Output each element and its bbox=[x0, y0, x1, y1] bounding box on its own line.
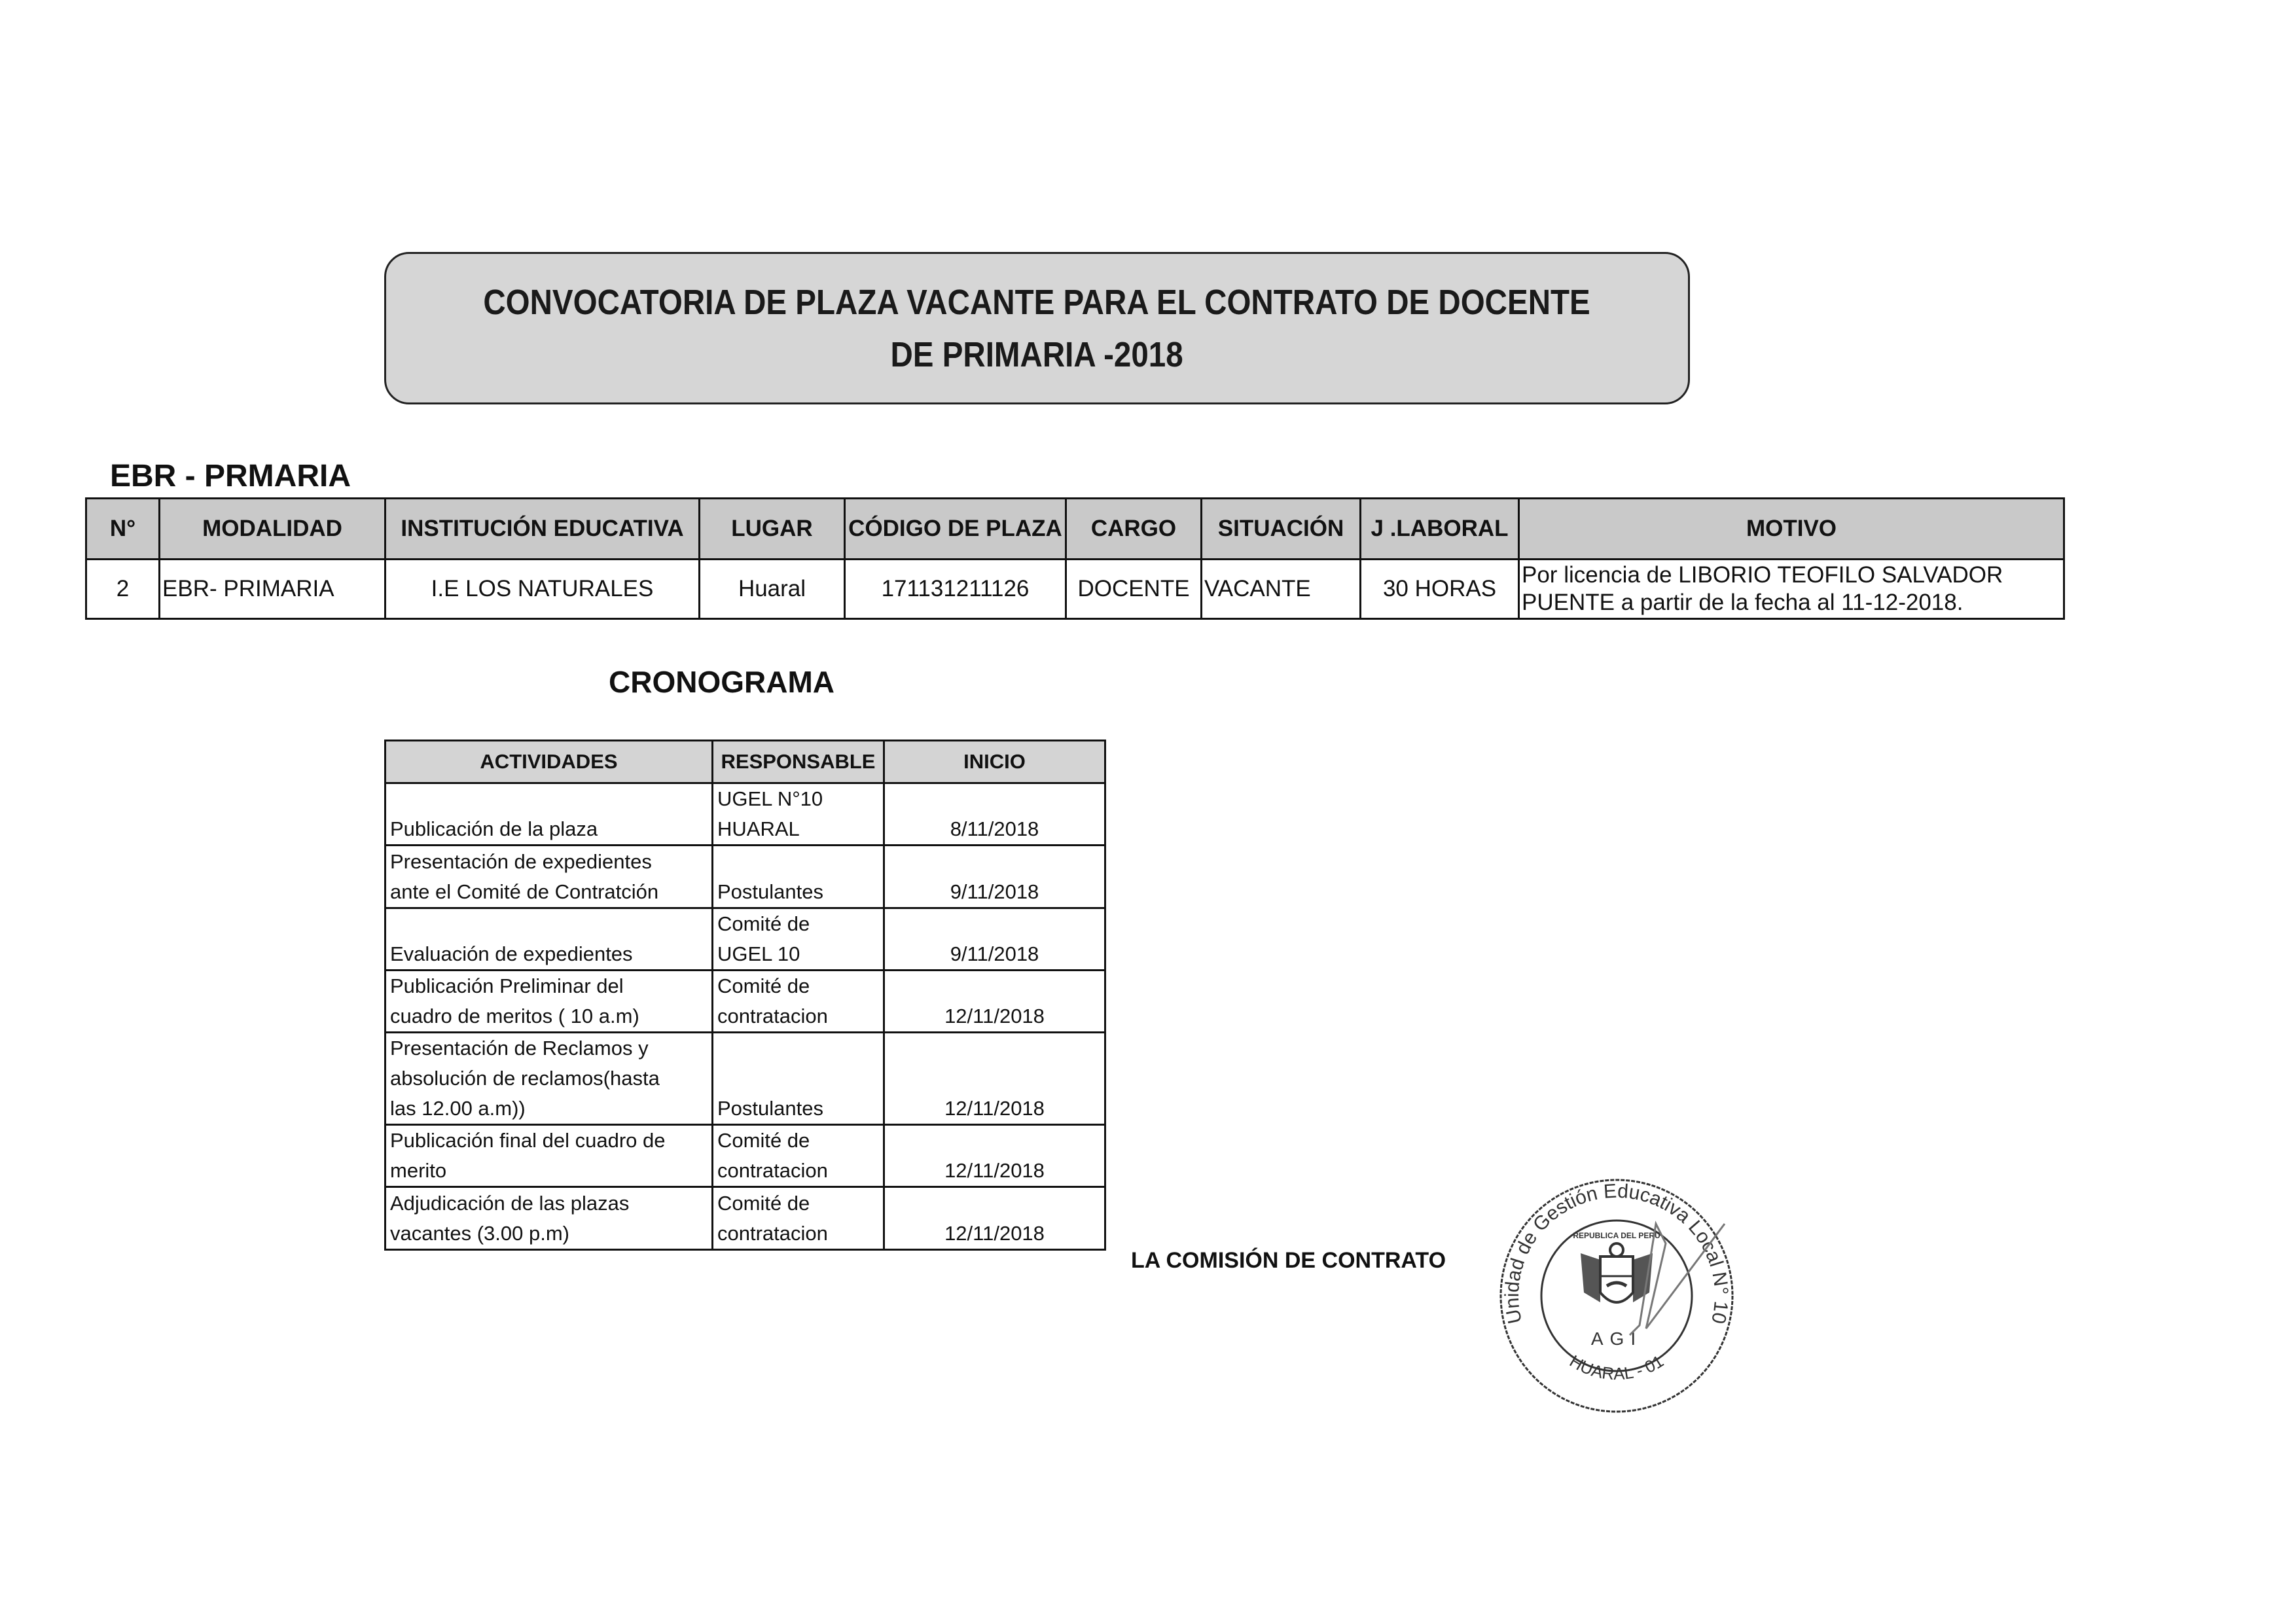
cell-responsible: Comité de contratacion bbox=[713, 1125, 884, 1187]
schedule-title: CRONOGRAMA bbox=[609, 665, 834, 699]
cell-lugar: Huaral bbox=[700, 560, 845, 619]
table-row bbox=[386, 783, 1105, 846]
cell-jornada: 30 HORAS bbox=[1361, 560, 1519, 619]
cell-start-date: 9/11/2018 bbox=[884, 908, 1105, 971]
table-row bbox=[386, 908, 1105, 971]
cell-codigo: 171131211126 bbox=[845, 560, 1066, 619]
stamp-letters: AGI bbox=[1590, 1329, 1643, 1349]
table-row bbox=[386, 846, 1105, 908]
header-codigo: CÓDIGO DE PLAZA bbox=[845, 499, 1066, 560]
cell-start-date: 9/11/2018 bbox=[884, 846, 1105, 908]
stamp-bottom-text: HUARAL - 01 bbox=[1566, 1351, 1667, 1384]
title-line-2: DE PRIMARIA -2018 bbox=[890, 334, 1184, 374]
cell-activity: Publicación Preliminar del cuadro de meritos ( 10 a.m) bbox=[386, 971, 713, 1033]
header-number: N° bbox=[86, 499, 160, 560]
cell-motivo: Por licencia de LIBORIO TEOFILO SALVADOR PUENTE a partir de la fecha al 11-12-2018. bbox=[1519, 560, 2064, 619]
cell-start-date: 8/11/2018 bbox=[884, 783, 1105, 846]
table-row bbox=[386, 1187, 1105, 1250]
cell-activity: Publicación final del cuadro de merito bbox=[386, 1125, 713, 1187]
cell-activity: Presentación de Reclamos y absolución de reclamos(hasta las 12.00 a.m)) bbox=[386, 1033, 713, 1125]
title-banner bbox=[384, 252, 1690, 404]
header-lugar: LUGAR bbox=[700, 499, 845, 560]
cell-start-date: 12/11/2018 bbox=[884, 1033, 1105, 1125]
cell-start-date: 12/11/2018 bbox=[884, 1125, 1105, 1187]
header-jornada: J .LABORAL bbox=[1361, 499, 1519, 560]
schedule-table bbox=[384, 740, 1106, 1251]
cell-start-date: 12/11/2018 bbox=[884, 971, 1105, 1033]
header-situacion: SITUACIÓN bbox=[1202, 499, 1361, 560]
cell-start-date: 12/11/2018 bbox=[884, 1187, 1105, 1250]
cell-responsible: Comité de contratacion bbox=[713, 971, 884, 1033]
stamp-ring-text: Unidad de Gestión Educativa Local N° 10 bbox=[1501, 1180, 1732, 1326]
header-responsable: RESPONSABLE bbox=[713, 741, 884, 783]
official-stamp bbox=[1499, 1178, 1734, 1414]
cell-responsible: Postulantes bbox=[713, 846, 884, 908]
cell-institucion: I.E LOS NATURALES bbox=[386, 560, 700, 619]
header-institucion: INSTITUCIÓN EDUCATIVA bbox=[386, 499, 700, 560]
vacancy-header-row bbox=[86, 499, 2064, 560]
signature-label: LA COMISIÓN DE CONTRATO bbox=[1131, 1248, 1446, 1273]
cell-activity: Presentación de expedientes ante el Comité de Contratción bbox=[386, 846, 713, 908]
table-row bbox=[386, 1125, 1105, 1187]
stamp-inner-top: REPUBLICA DEL PERU bbox=[1573, 1231, 1660, 1240]
cell-responsible: Postulantes bbox=[713, 1033, 884, 1125]
cell-responsible: Comité de UGEL 10 bbox=[713, 908, 884, 971]
section-label: EBR - PRMARIA bbox=[110, 459, 351, 493]
table-row bbox=[386, 1033, 1105, 1125]
cell-cargo: DOCENTE bbox=[1066, 560, 1202, 619]
title-line-1: CONVOCATORIA DE PLAZA VACANTE PARA EL CONTRATO DE DOCENTE bbox=[483, 282, 1591, 322]
vacancy-table bbox=[85, 497, 2065, 620]
schedule-header-row bbox=[386, 741, 1105, 783]
cell-responsible: Comité de contratacion bbox=[713, 1187, 884, 1250]
header-modalidad: MODALIDAD bbox=[160, 499, 386, 560]
table-row bbox=[386, 971, 1105, 1033]
cell-activity: Adjudicación de las plazas vacantes (3.00 p.m) bbox=[386, 1187, 713, 1250]
cell-situacion: VACANTE bbox=[1202, 560, 1361, 619]
header-inicio: INICIO bbox=[884, 741, 1105, 783]
header-motivo: MOTIVO bbox=[1519, 499, 2064, 560]
cell-number: 2 bbox=[86, 560, 160, 619]
cell-modalidad: EBR- PRIMARIA bbox=[160, 560, 386, 619]
header-actividades: ACTIVIDADES bbox=[386, 741, 713, 783]
header-cargo: CARGO bbox=[1066, 499, 1202, 560]
table-row bbox=[86, 560, 2064, 619]
peru-coat-of-arms-icon bbox=[1581, 1243, 1653, 1302]
cell-activity: Publicación de la plaza bbox=[386, 783, 713, 846]
cell-responsible: UGEL N°10 HUARAL bbox=[713, 783, 884, 846]
cell-activity: Evaluación de expedientes bbox=[386, 908, 713, 971]
